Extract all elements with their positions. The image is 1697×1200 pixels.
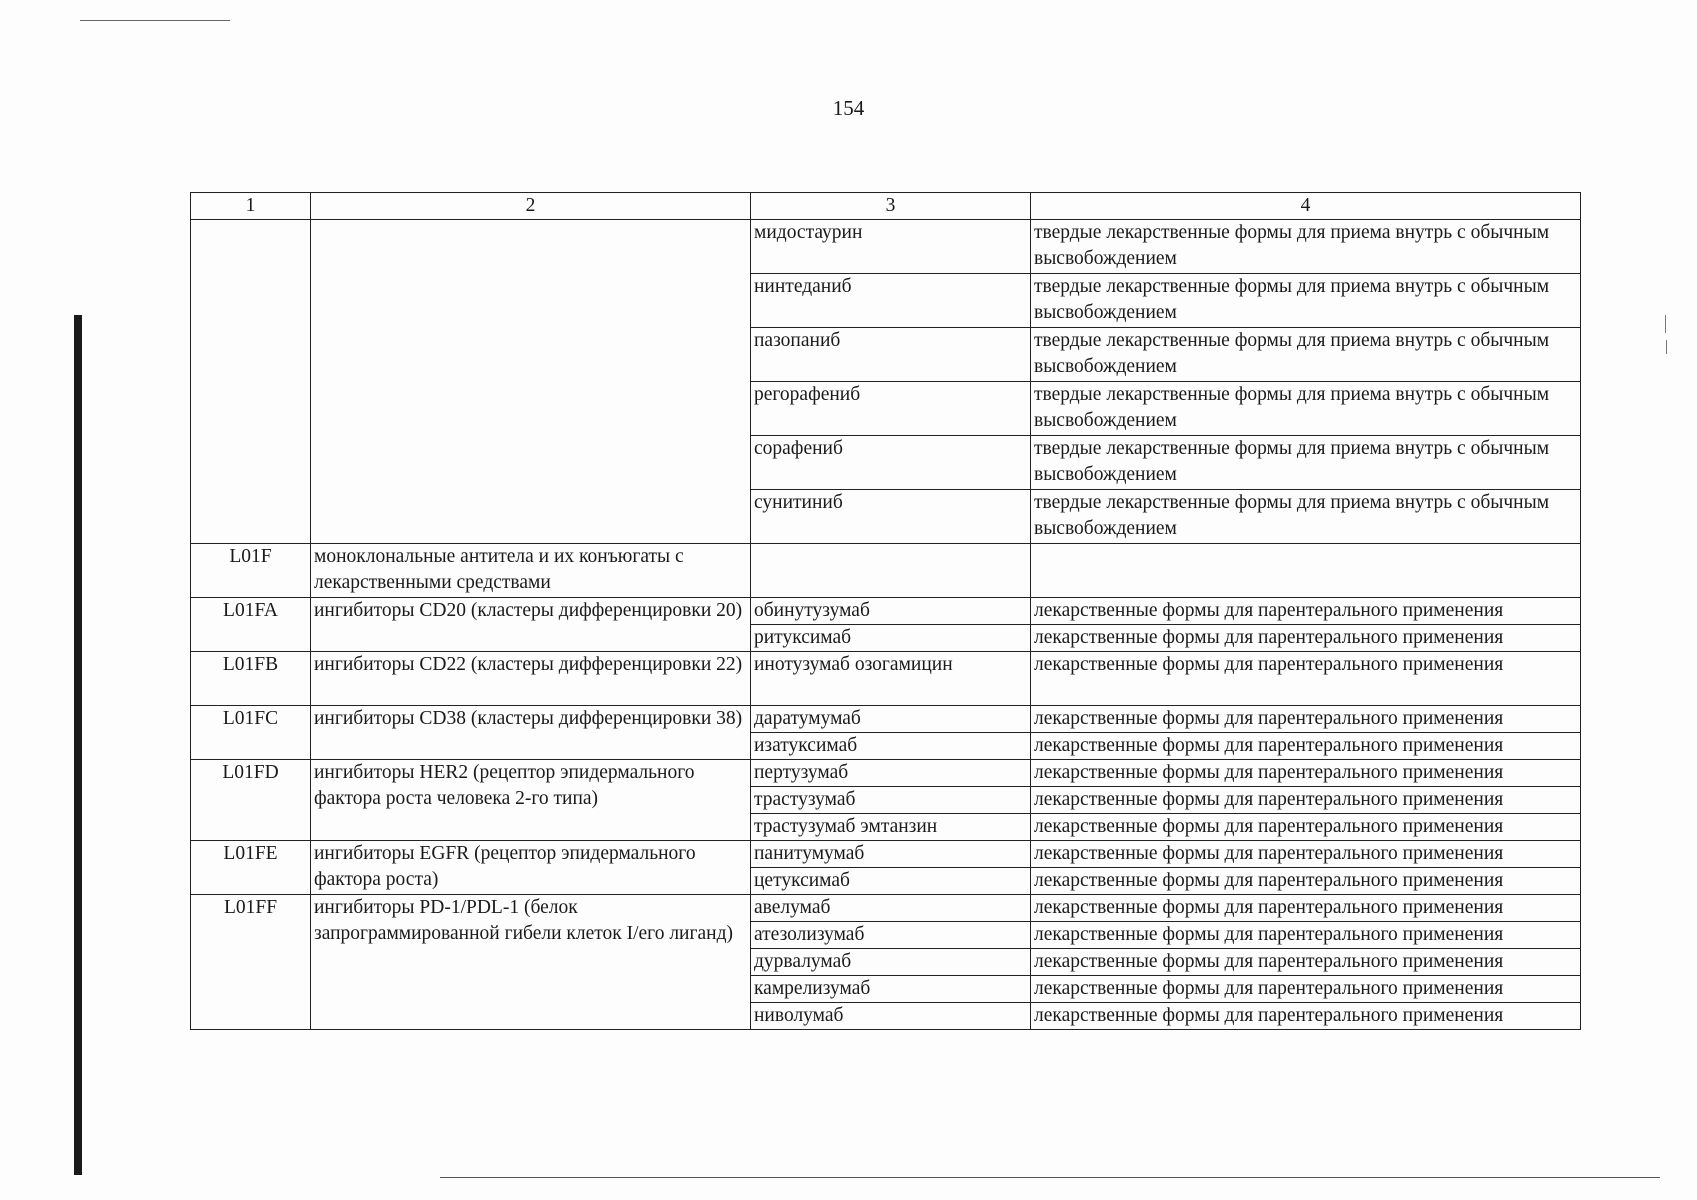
atc-code-cell: L01FD: [191, 760, 311, 841]
atc-code-cell: L01FC: [191, 706, 311, 760]
drug-name-cell: авелумаб: [751, 895, 1031, 922]
atc-code-cell: L01FF: [191, 895, 311, 1030]
dosage-form-cell: лекарственные формы для парентерального применения: [1031, 787, 1581, 814]
table-row: [191, 220, 1581, 274]
dosage-form-cell: лекарственные формы для парентерального применения: [1031, 841, 1581, 868]
dosage-form-cell: лекарственные формы для парентерального применения: [1031, 895, 1581, 922]
atc-code-cell: L01FA: [191, 598, 311, 652]
dosage-form-cell: твердые лекарственные формы для приема внутрь с обычным высвобождением: [1031, 274, 1581, 328]
table-row: [191, 841, 1581, 868]
table-row: [191, 544, 1581, 598]
drug-name-cell: панитумумаб: [751, 841, 1031, 868]
dosage-form-cell: твердые лекарственные формы для приема внутрь с обычным высвобождением: [1031, 328, 1581, 382]
dosage-form-cell: лекарственные формы для парентерального применения: [1031, 598, 1581, 625]
dosage-form-cell: лекарственные формы для парентерального применения: [1031, 922, 1581, 949]
header-cell: 3: [751, 193, 1031, 220]
drug-name-cell: ниволумаб: [751, 1003, 1031, 1030]
group-name-cell: ингибиторы CD20 (кластеры дифференцировки 20): [311, 598, 751, 652]
dosage-form-cell: твердые лекарственные формы для приема внутрь с обычным высвобождением: [1031, 436, 1581, 490]
scan-edge-line: [440, 1177, 1660, 1178]
dosage-form-cell: твердые лекарственные формы для приема внутрь с обычным высвобождением: [1031, 382, 1581, 436]
drug-name-cell: камрелизумаб: [751, 976, 1031, 1003]
atc-code-cell: L01FE: [191, 841, 311, 895]
drug-name-cell: сунитиниб: [751, 490, 1031, 544]
dosage-form-cell: лекарственные формы для парентерального применения: [1031, 1003, 1581, 1030]
group-name-cell: ингибиторы PD-1/PDL-1 (белок запрограммированной гибели клеток I/его лиганд): [311, 895, 751, 1030]
drug-table: [190, 192, 1581, 1030]
group-name-cell: ингибиторы CD38 (кластеры дифференцировки 38): [311, 706, 751, 760]
scan-binding-shadow: [74, 315, 82, 1175]
drug-name-cell: мидостаурин: [751, 220, 1031, 274]
drug-name-cell: нинтеданиб: [751, 274, 1031, 328]
drug-name-cell: пертузумаб: [751, 760, 1031, 787]
atc-code-cell: L01F: [191, 544, 311, 598]
drug-name-cell: изатуксимаб: [751, 733, 1031, 760]
header-cell: 2: [311, 193, 751, 220]
scan-speck: [1666, 340, 1667, 354]
atc-code-cell: L01FB: [191, 652, 311, 706]
group-name-cell: [311, 220, 751, 544]
dosage-form-cell: лекарственные формы для парентерального применения: [1031, 706, 1581, 733]
drug-name-cell: сорафениб: [751, 436, 1031, 490]
table-row: [191, 652, 1581, 706]
table-row: [191, 706, 1581, 733]
dosage-form-cell: твердые лекарственные формы для приема внутрь с обычным высвобождением: [1031, 220, 1581, 274]
drug-name-cell: трастузумаб эмтанзин: [751, 814, 1031, 841]
drug-name-cell: инотузумаб озогамицин: [751, 652, 1031, 706]
drug-name-cell: ритуксимаб: [751, 625, 1031, 652]
group-name-cell: моноклональные антитела и их конъюгаты с лекарственными средствами: [311, 544, 751, 598]
scan-edge-line: [80, 20, 230, 21]
group-name-cell: ингибиторы CD22 (кластеры дифференцировки 22): [311, 652, 751, 706]
dosage-form-cell: [1031, 544, 1581, 598]
drug-name-cell: дурвалумаб: [751, 949, 1031, 976]
page-number: 154: [832, 96, 865, 120]
drug-name-cell: [751, 544, 1031, 598]
drug-name-cell: регорафениб: [751, 382, 1031, 436]
dosage-form-cell: лекарственные формы для парентерального применения: [1031, 760, 1581, 787]
table-row: [191, 895, 1581, 922]
atc-code-cell: [191, 220, 311, 544]
drug-name-cell: атезолизумаб: [751, 922, 1031, 949]
dosage-form-cell: лекарственные формы для парентерального применения: [1031, 868, 1581, 895]
group-name-cell: ингибиторы EGFR (рецептор эпидермального фактора роста): [311, 841, 751, 895]
table-row: [191, 598, 1581, 625]
drug-name-cell: пазопаниб: [751, 328, 1031, 382]
table-header-row: [191, 193, 1581, 220]
drug-name-cell: цетуксимаб: [751, 868, 1031, 895]
header-cell: 1: [191, 193, 311, 220]
table-row: [191, 760, 1581, 787]
header-cell: 4: [1031, 193, 1581, 220]
dosage-form-cell: лекарственные формы для парентерального применения: [1031, 814, 1581, 841]
dosage-form-cell: лекарственные формы для парентерального применения: [1031, 625, 1581, 652]
drug-name-cell: даратумумаб: [751, 706, 1031, 733]
dosage-form-cell: лекарственные формы для парентерального применения: [1031, 976, 1581, 1003]
scan-speck: [1665, 315, 1666, 333]
dosage-form-cell: лекарственные формы для парентерального применения: [1031, 949, 1581, 976]
dosage-form-cell: лекарственные формы для парентерального применения: [1031, 733, 1581, 760]
dosage-form-cell: лекарственные формы для парентерального применения: [1031, 652, 1581, 706]
drug-name-cell: обинутузумаб: [751, 598, 1031, 625]
group-name-cell: ингибиторы HER2 (рецептор эпидермального фактора роста человека 2-го типа): [311, 760, 751, 841]
drug-name-cell: трастузумаб: [751, 787, 1031, 814]
dosage-form-cell: твердые лекарственные формы для приема внутрь с обычным высвобождением: [1031, 490, 1581, 544]
